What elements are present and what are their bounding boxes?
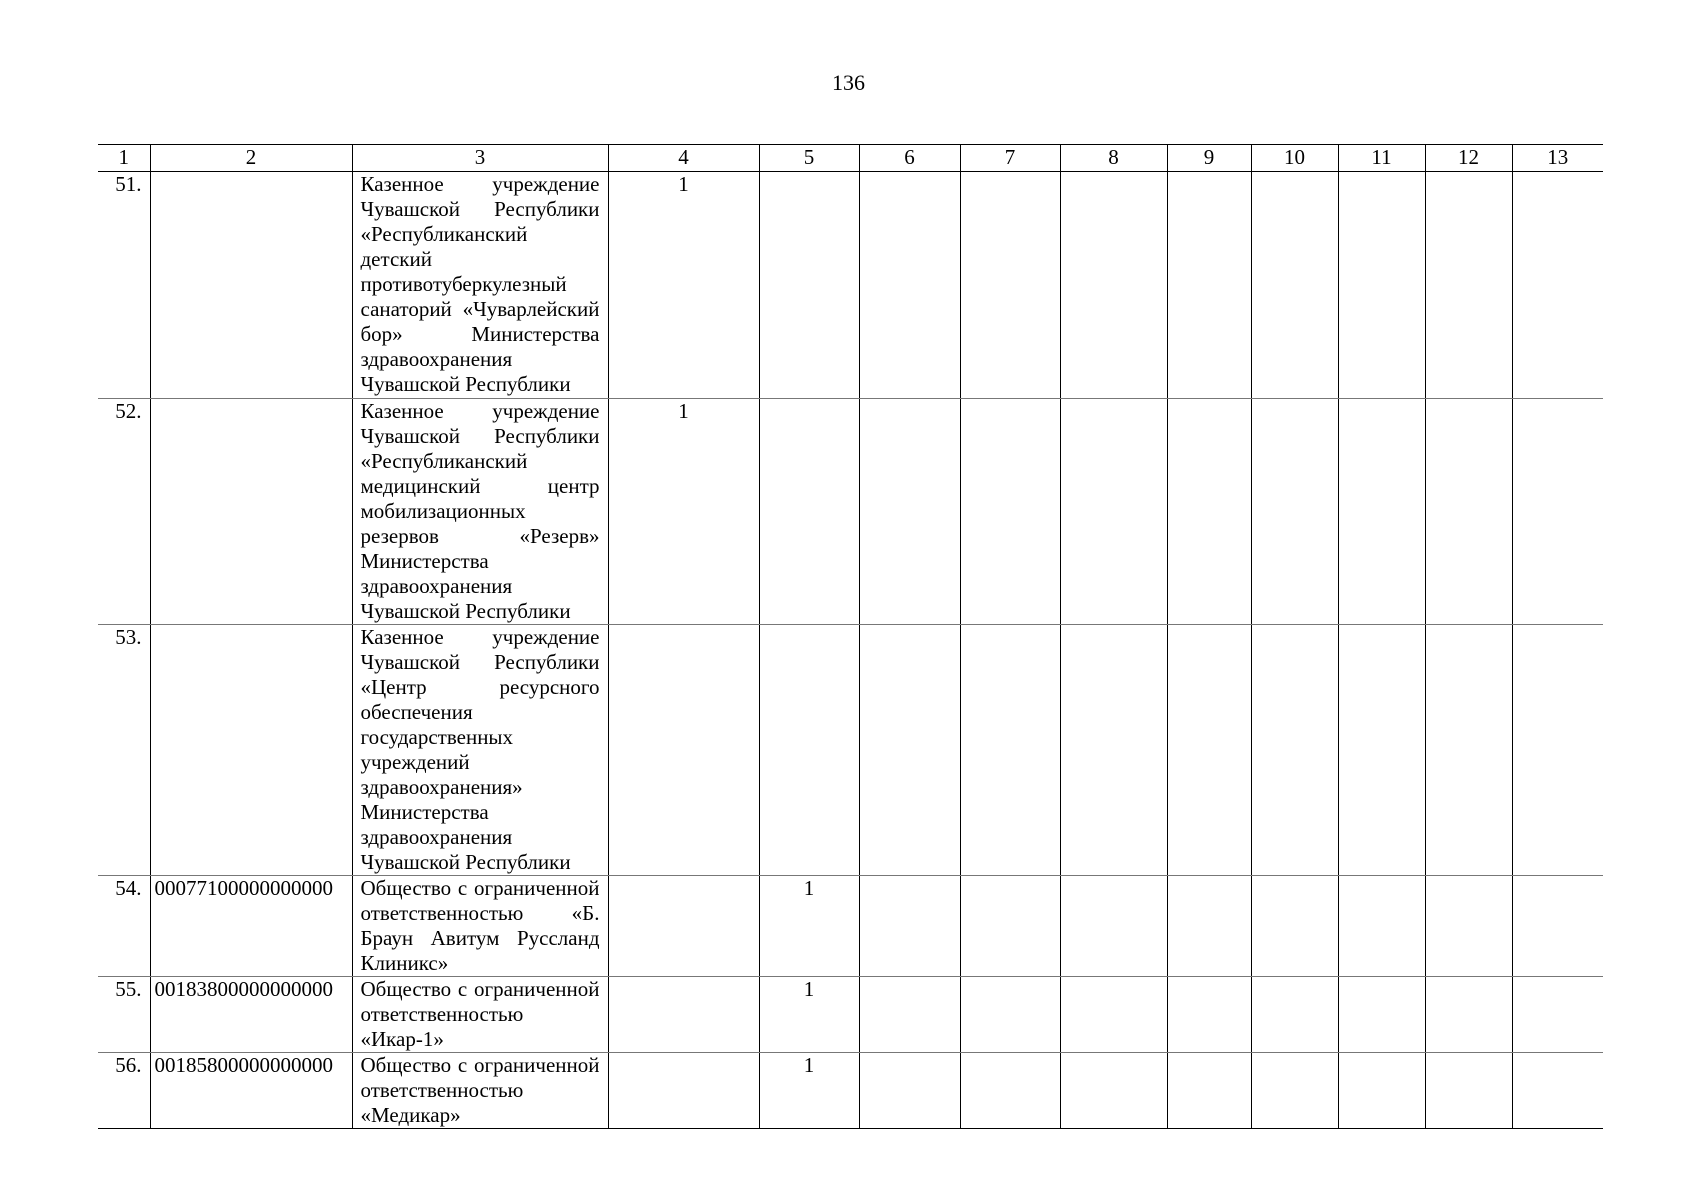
organization-name: Казенное учреждение Чувашской Республики «Центр ресурсного обеспечения государственных учреждений здравоохранения» Министерства здравоохранения Чувашской Республики: [352, 625, 608, 876]
cell-col-4: [608, 876, 759, 977]
column-header: 5: [759, 145, 859, 172]
organization-name: Общество с ограниченной ответственностью «Б. Браун Авитум Руссланд Клиникс»: [352, 876, 608, 977]
column-header: 11: [1338, 145, 1425, 172]
cell-col-4: [608, 625, 759, 876]
row-number: 52.: [98, 399, 150, 625]
cell-col-5: [759, 399, 859, 625]
header-row: [98, 145, 1603, 172]
column-header: 12: [1425, 145, 1512, 172]
row-code: 00183800000000000: [150, 977, 352, 1053]
column-header: 1: [98, 145, 150, 172]
column-header: 6: [859, 145, 960, 172]
cell-col-5: 1: [759, 1053, 859, 1129]
column-header: 8: [1060, 145, 1167, 172]
cell-col-5: 1: [759, 977, 859, 1053]
column-header: 9: [1167, 145, 1251, 172]
organization-name: Казенное учреждение Чувашской Республики «Республиканский медицинский центр мобилизационных резервов «Резерв» Министерства здравоохранения Чувашской Республики: [352, 399, 608, 625]
cell-col-4: 1: [608, 399, 759, 625]
cell-col-5: [759, 172, 859, 399]
column-header: 2: [150, 145, 352, 172]
row-code: 00185800000000000: [150, 1053, 352, 1129]
table-row: [98, 625, 1603, 876]
column-header: 13: [1512, 145, 1603, 172]
cell-col-4: [608, 1053, 759, 1129]
column-header: 10: [1251, 145, 1338, 172]
cell-col-4: 1: [608, 172, 759, 399]
organization-name: Общество с ограниченной ответственностью «Медикар»: [352, 1053, 608, 1129]
row-number: 51.: [98, 172, 150, 399]
table-row: [98, 977, 1603, 1053]
row-number: 55.: [98, 977, 150, 1053]
page-number: 136: [832, 70, 865, 95]
cell-col-5: [759, 625, 859, 876]
row-code: [150, 399, 352, 625]
row-number: 54.: [98, 876, 150, 977]
cell-col-5: 1: [759, 876, 859, 977]
organization-name: Казенное учреждение Чувашской Республики «Республиканский детский противотуберкулезный санаторий «Чуварлейский бор» Министерства здравоохранения Чувашской Республики: [352, 172, 608, 399]
row-number: 53.: [98, 625, 150, 876]
table-row: [98, 876, 1603, 977]
row-code: [150, 625, 352, 876]
row-code: 00077100000000000: [150, 876, 352, 977]
organization-name: Общество с ограниченной ответственностью «Икар-1»: [352, 977, 608, 1053]
column-header: 4: [608, 145, 759, 172]
table-row: [98, 1053, 1603, 1129]
data-table: [98, 144, 1603, 1129]
column-header: 7: [960, 145, 1060, 172]
table-row: [98, 172, 1603, 399]
row-number: 56.: [98, 1053, 150, 1129]
cell-col-4: [608, 977, 759, 1053]
row-code: [150, 172, 352, 399]
table-row: [98, 399, 1603, 625]
column-header: 3: [352, 145, 608, 172]
